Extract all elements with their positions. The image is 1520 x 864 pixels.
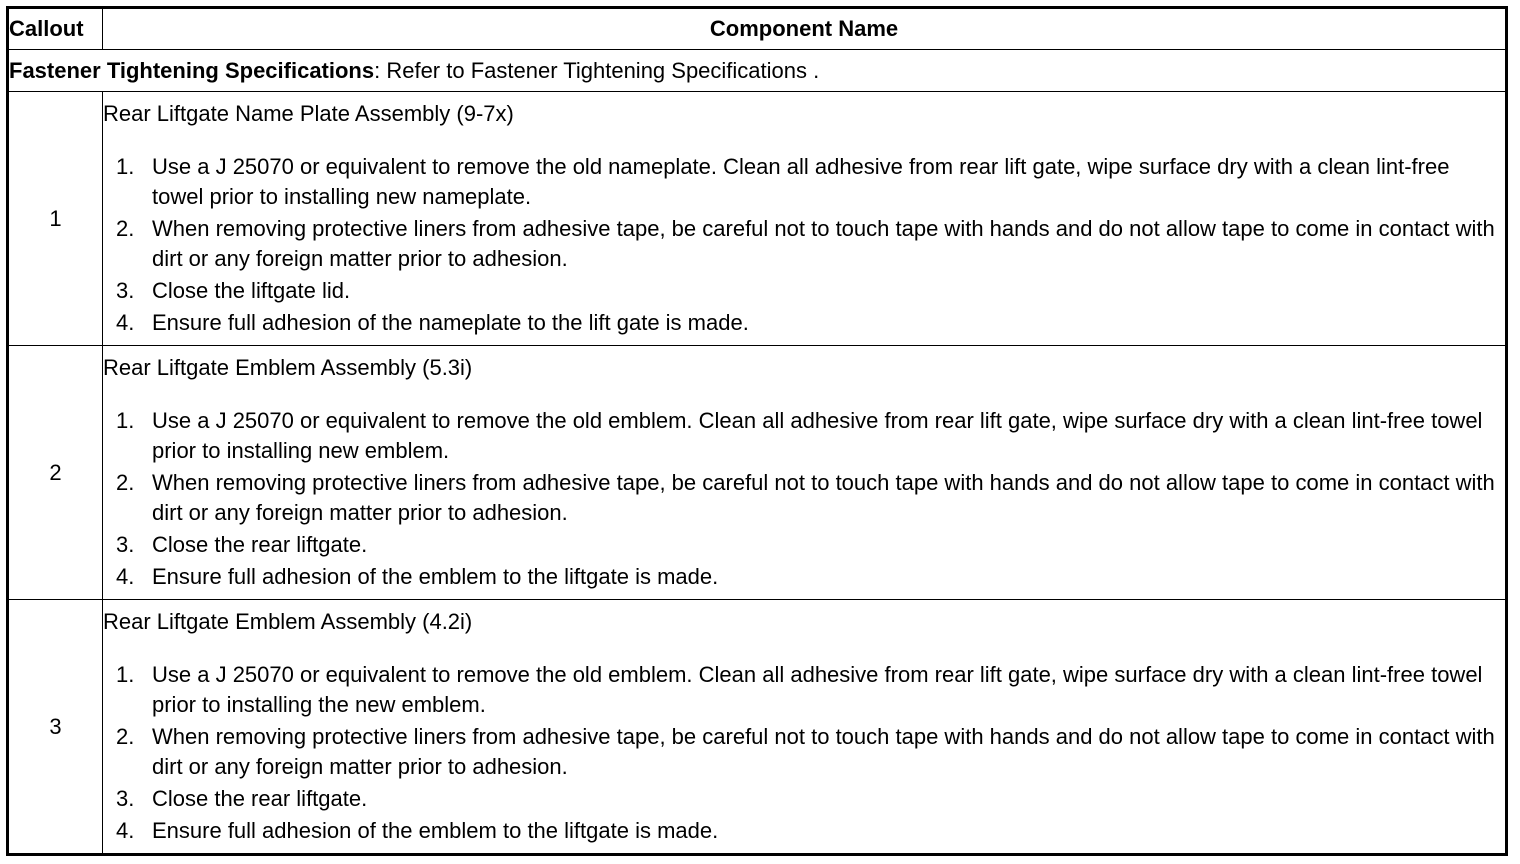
step-number: 2. <box>116 216 135 241</box>
callout-column-header: Callout <box>8 8 103 50</box>
fastener-spec-cell <box>8 50 1507 92</box>
step-item <box>116 152 1505 212</box>
step-number: 3. <box>116 786 135 811</box>
step-number: 2. <box>116 724 135 749</box>
step-number: 3. <box>116 278 135 303</box>
table-row <box>8 92 1507 346</box>
table-header-row <box>8 8 1507 50</box>
step-text: Ensure full adhesion of the nameplate to the lift gate is made. <box>152 310 749 335</box>
component-name: Rear Liftgate Emblem Assembly (5.3i) <box>103 355 473 380</box>
component-cell <box>103 600 1507 855</box>
step-text: When removing protective liners from adhesive tape, be careful not to touch tape with hands and do not allow tape to come in contact with dirt or any foreign matter prior to adhesion. <box>152 470 1495 525</box>
step-number: 4. <box>116 310 135 335</box>
fastener-spec-label: Fastener Tightening Specifications <box>9 57 375 83</box>
step-number: 1. <box>116 408 135 433</box>
callout-number: 1 <box>8 92 103 346</box>
step-item <box>116 562 1505 592</box>
step-text: When removing protective liners from adhesive tape, be careful not to touch tape with hands and do not allow tape to come in contact with dirt or any foreign matter prior to adhesion. <box>152 216 1495 271</box>
component-cell <box>103 92 1507 346</box>
component-name: Rear Liftgate Emblem Assembly (4.2i) <box>103 609 473 634</box>
step-number: 4. <box>116 564 135 589</box>
step-number: 4. <box>116 818 135 843</box>
step-number: 1. <box>116 662 135 687</box>
fastener-spec-row <box>8 50 1507 92</box>
callout-number: 3 <box>8 600 103 855</box>
step-text: Close the rear liftgate. <box>152 532 368 557</box>
step-item <box>116 816 1505 846</box>
step-text: Close the liftgate lid. <box>152 278 351 303</box>
step-item <box>116 722 1505 782</box>
step-list <box>103 406 1505 592</box>
step-item <box>116 660 1505 720</box>
table-row <box>8 346 1507 600</box>
component-name-column-header: Component Name <box>103 8 1507 50</box>
step-text: When removing protective liners from adhesive tape, be careful not to touch tape with hands and do not allow tape to come in contact with dirt or any foreign matter prior to adhesion. <box>152 724 1495 779</box>
step-number: 1. <box>116 154 135 179</box>
step-text: Ensure full adhesion of the emblem to the liftgate is made. <box>152 564 719 589</box>
step-item <box>116 276 1505 306</box>
component-table <box>6 6 1508 856</box>
step-number: 3. <box>116 532 135 557</box>
step-item <box>116 530 1505 560</box>
fastener-spec-text: : Refer to Fastener Tightening Specifications . <box>374 57 820 83</box>
step-item <box>116 214 1505 274</box>
step-number: 2. <box>116 470 135 495</box>
step-item <box>116 406 1505 466</box>
table-row <box>8 600 1507 855</box>
component-name: Rear Liftgate Name Plate Assembly (9-7x) <box>103 101 514 126</box>
step-list <box>103 152 1505 338</box>
step-text: Use a J 25070 or equivalent to remove the old nameplate. Clean all adhesive from rear lift gate, wipe surface dry with a clean lint-free towel prior to installing new nameplate. <box>152 154 1450 209</box>
callout-number: 2 <box>8 346 103 600</box>
step-item <box>116 784 1505 814</box>
component-cell <box>103 346 1507 600</box>
step-text: Close the rear liftgate. <box>152 786 368 811</box>
step-item <box>116 468 1505 528</box>
step-item <box>116 308 1505 338</box>
step-text: Use a J 25070 or equivalent to remove the old emblem. Clean all adhesive from rear lift gate, wipe surface dry with a clean lint-free towel prior to installing the new emblem. <box>152 662 1483 717</box>
step-text: Use a J 25070 or equivalent to remove the old emblem. Clean all adhesive from rear lift gate, wipe surface dry with a clean lint-free towel prior to installing new emblem. <box>152 408 1483 463</box>
step-text: Ensure full adhesion of the emblem to the liftgate is made. <box>152 818 719 843</box>
step-list <box>103 660 1505 846</box>
